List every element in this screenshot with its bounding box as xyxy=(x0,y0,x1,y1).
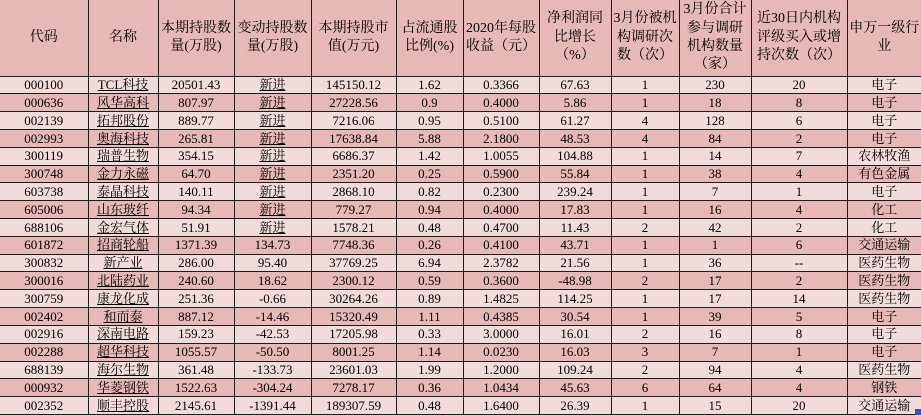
table-cell: 6 xyxy=(751,112,847,130)
column-header-0: 代码 xyxy=(0,0,88,76)
table-cell: -0.66 xyxy=(234,290,311,308)
table-cell: 1 xyxy=(611,94,679,112)
table-cell: 7216.06 xyxy=(311,112,396,130)
table-cell: 医药生物 xyxy=(847,272,921,290)
table-cell: 钢铁 xyxy=(847,379,921,397)
table-cell: 2145.61 xyxy=(158,397,234,415)
table-cell: 30.54 xyxy=(539,308,611,326)
table-cell: 7 xyxy=(679,183,751,201)
table-cell: 27228.56 xyxy=(311,94,396,112)
column-header-10: 近30日内机构评级买入或增持次数（次） xyxy=(751,0,847,76)
table-cell: 0.5100 xyxy=(463,112,539,130)
table-cell: 145150.12 xyxy=(311,76,396,94)
table-cell: 2 xyxy=(751,219,847,237)
stock-name-link[interactable]: 华菱钢铁 xyxy=(88,379,158,397)
stock-name-link[interactable]: 瑞普生物 xyxy=(88,147,158,165)
table-cell: 94 xyxy=(679,361,751,379)
table-row xyxy=(0,308,921,326)
table-cell: 0.25 xyxy=(396,165,463,183)
table-cell: 14 xyxy=(679,147,751,165)
table-cell: 1.42 xyxy=(396,147,463,165)
table-cell: 6 xyxy=(751,236,847,254)
table-cell: 化工 xyxy=(847,219,921,237)
table-cell: 电子 xyxy=(847,325,921,343)
table-cell: 300119 xyxy=(0,147,88,165)
table-cell: 电子 xyxy=(847,343,921,361)
table-cell: 4 xyxy=(751,165,847,183)
stock-name-link[interactable]: 拓邦股份 xyxy=(88,112,158,130)
new-entry-link[interactable]: 新进 xyxy=(234,112,311,130)
header-row xyxy=(0,0,921,76)
table-cell: 1.99 xyxy=(396,361,463,379)
table-row xyxy=(0,219,921,237)
column-header-6: 2020年每股收益（元） xyxy=(463,0,539,76)
table-cell: 361.48 xyxy=(158,361,234,379)
stock-name-link[interactable]: 新产业 xyxy=(88,254,158,272)
table-cell: 21.56 xyxy=(539,254,611,272)
column-header-3: 变动持股数量(万股) xyxy=(234,0,311,76)
table-cell: 0.33 xyxy=(396,325,463,343)
table-cell: 354.15 xyxy=(158,147,234,165)
table-row xyxy=(0,379,921,397)
stock-name-link[interactable]: 山东玻纤 xyxy=(88,201,158,219)
table-cell: 30264.26 xyxy=(311,290,396,308)
table-cell: 1371.39 xyxy=(158,236,234,254)
table-cell: 140.11 xyxy=(158,183,234,201)
table-row xyxy=(0,254,921,272)
table-cell: 交通运输 xyxy=(847,236,921,254)
table-cell: 230 xyxy=(679,76,751,94)
table-row xyxy=(0,112,921,130)
table-cell: 239.24 xyxy=(539,183,611,201)
table-cell: 26.39 xyxy=(539,397,611,415)
table-cell: 0.5900 xyxy=(463,165,539,183)
table-cell: 16.01 xyxy=(539,325,611,343)
table-cell: 2 xyxy=(751,129,847,147)
new-entry-link[interactable]: 新进 xyxy=(234,201,311,219)
table-cell: 000636 xyxy=(0,94,88,112)
table-cell: 4 xyxy=(751,201,847,219)
table-cell: -304.24 xyxy=(234,379,311,397)
table-cell: 17 xyxy=(679,272,751,290)
table-cell: 0.94 xyxy=(396,201,463,219)
table-row xyxy=(0,76,921,94)
table-cell: 6 xyxy=(611,379,679,397)
table-cell: 1.4825 xyxy=(463,290,539,308)
table-cell: 医药生物 xyxy=(847,361,921,379)
table-cell: 265.81 xyxy=(158,129,234,147)
table-cell: -- xyxy=(751,254,847,272)
table-cell: 0.4000 xyxy=(463,94,539,112)
table-cell: 电子 xyxy=(847,76,921,94)
table-cell: 2 xyxy=(611,219,679,237)
table-cell: 交通运输 xyxy=(847,397,921,415)
table-cell: 603738 xyxy=(0,183,88,201)
column-header-11: 申万一级行业 xyxy=(847,0,921,76)
table-cell: 4 xyxy=(751,379,847,397)
new-entry-link[interactable]: 新进 xyxy=(234,76,311,94)
table-row xyxy=(0,361,921,379)
table-cell: 1 xyxy=(611,254,679,272)
table-cell: 0.9 xyxy=(396,94,463,112)
stock-name-link[interactable]: 康龙化成 xyxy=(88,290,158,308)
table-cell: 医药生物 xyxy=(847,254,921,272)
table-cell: 15320.49 xyxy=(311,308,396,326)
table-cell: 000100 xyxy=(0,76,88,94)
table-cell: 000932 xyxy=(0,379,88,397)
table-cell: 1578.21 xyxy=(311,219,396,237)
table-cell: 002139 xyxy=(0,112,88,130)
column-header-1: 名称 xyxy=(88,0,158,76)
table-cell: 1.14 xyxy=(396,343,463,361)
table-cell: 5.86 xyxy=(539,94,611,112)
table-cell: 887.12 xyxy=(158,308,234,326)
table-cell: 15 xyxy=(679,397,751,415)
table-cell: 0.2300 xyxy=(463,183,539,201)
table-cell: 779.27 xyxy=(311,201,396,219)
table-row xyxy=(0,183,921,201)
stock-name-link[interactable]: 奥海科技 xyxy=(88,129,158,147)
table-cell: 104.88 xyxy=(539,147,611,165)
table-header xyxy=(0,0,921,76)
table-cell: 2300.12 xyxy=(311,272,396,290)
stock-name-link[interactable]: 深南电路 xyxy=(88,325,158,343)
table-cell: 电子 xyxy=(847,129,921,147)
table-row xyxy=(0,129,921,147)
table-row xyxy=(0,236,921,254)
table-cell: 5 xyxy=(751,308,847,326)
table-cell: 2 xyxy=(611,272,679,290)
table-cell: -48.98 xyxy=(539,272,611,290)
table-cell: 1522.63 xyxy=(158,379,234,397)
table-cell: 807.97 xyxy=(158,94,234,112)
table-cell: 4 xyxy=(611,129,679,147)
table-cell: 1 xyxy=(611,147,679,165)
table-cell: 64 xyxy=(679,379,751,397)
table-cell: 2 xyxy=(611,325,679,343)
stock-name-link[interactable]: TCL科技 xyxy=(88,76,158,94)
table-cell: 605006 xyxy=(0,201,88,219)
table-cell: -42.53 xyxy=(234,325,311,343)
column-header-5: 占流通股比例(%) xyxy=(396,0,463,76)
table-cell: 002993 xyxy=(0,129,88,147)
table-cell: 0.4700 xyxy=(463,219,539,237)
table-cell: 14 xyxy=(751,290,847,308)
table-cell: 286.00 xyxy=(158,254,234,272)
new-entry-link[interactable]: 新进 xyxy=(234,219,311,237)
table-cell: 1 xyxy=(751,343,847,361)
table-cell: 61.27 xyxy=(539,112,611,130)
table-cell: -50.50 xyxy=(234,343,311,361)
table-cell: 42 xyxy=(679,219,751,237)
table-row xyxy=(0,397,921,415)
table-cell: 1.0434 xyxy=(463,379,539,397)
table-cell: 300832 xyxy=(0,254,88,272)
table-cell: 2 xyxy=(751,272,847,290)
table-cell: 17 xyxy=(679,290,751,308)
table-cell: 300759 xyxy=(0,290,88,308)
table-cell: 109.24 xyxy=(539,361,611,379)
table-cell: 17205.98 xyxy=(311,325,396,343)
table-cell: -133.73 xyxy=(234,361,311,379)
table-cell: 11.43 xyxy=(539,219,611,237)
table-cell: 电子 xyxy=(847,308,921,326)
new-entry-link[interactable]: 新进 xyxy=(234,129,311,147)
table-cell: 20501.43 xyxy=(158,76,234,94)
table-cell: 1 xyxy=(611,183,679,201)
table-cell: 农林牧渔 xyxy=(847,147,921,165)
table-cell: 0.95 xyxy=(396,112,463,130)
table-cell: 94.34 xyxy=(158,201,234,219)
column-header-4: 本期持股市值(万元) xyxy=(311,0,396,76)
table-cell: 6686.37 xyxy=(311,147,396,165)
table-cell: 电子 xyxy=(847,112,921,130)
table-cell: 43.71 xyxy=(539,236,611,254)
table-cell: 17638.84 xyxy=(311,129,396,147)
table-cell: 0.4385 xyxy=(463,308,539,326)
stock-name-link[interactable]: 风华高科 xyxy=(88,94,158,112)
table-cell: 5.88 xyxy=(396,129,463,147)
table-cell: 0.4100 xyxy=(463,236,539,254)
table-cell: 7 xyxy=(751,147,847,165)
table-cell: 0.26 xyxy=(396,236,463,254)
table-cell: 0.59 xyxy=(396,272,463,290)
table-cell: 0.0230 xyxy=(463,343,539,361)
table-cell: 20 xyxy=(751,76,847,94)
column-header-2: 本期持股数量(万股) xyxy=(158,0,234,76)
table-row xyxy=(0,201,921,219)
table-cell: 2 xyxy=(611,361,679,379)
table-cell: 8 xyxy=(751,94,847,112)
table-cell: 1 xyxy=(611,236,679,254)
table-cell: 0.4000 xyxy=(463,201,539,219)
table-cell: 7 xyxy=(679,343,751,361)
table-cell: 67.63 xyxy=(539,76,611,94)
table-cell: 300748 xyxy=(0,165,88,183)
table-cell: 1 xyxy=(611,397,679,415)
table-cell: 7748.36 xyxy=(311,236,396,254)
table-cell: 1 xyxy=(611,201,679,219)
table-cell: -1391.44 xyxy=(234,397,311,415)
column-header-8: 3月份被机构调研次数（次） xyxy=(611,0,679,76)
table-cell: 159.23 xyxy=(158,325,234,343)
table-cell: 1 xyxy=(611,76,679,94)
table-cell: 7278.17 xyxy=(311,379,396,397)
table-cell: 1.62 xyxy=(396,76,463,94)
column-header-9: 3月份合计参与调研机构数量（家） xyxy=(679,0,751,76)
table-row xyxy=(0,290,921,308)
column-header-7: 净利润同比增长（%） xyxy=(539,0,611,76)
stock-name-link[interactable]: 顺丰控股 xyxy=(88,397,158,415)
table-cell: 300016 xyxy=(0,272,88,290)
table-cell: 002288 xyxy=(0,343,88,361)
table-cell: 3.0000 xyxy=(463,325,539,343)
table-cell: 2.3782 xyxy=(463,254,539,272)
table-cell: 0.3600 xyxy=(463,272,539,290)
table-cell: 601872 xyxy=(0,236,88,254)
stock-name-link[interactable]: 和而泰 xyxy=(88,308,158,326)
table-cell: 电子 xyxy=(847,183,921,201)
table-cell: -14.46 xyxy=(234,308,311,326)
table-cell: 0.82 xyxy=(396,183,463,201)
table-cell: 8001.25 xyxy=(311,343,396,361)
table-cell: 240.60 xyxy=(158,272,234,290)
table-cell: 1.0055 xyxy=(463,147,539,165)
table-cell: 134.73 xyxy=(234,236,311,254)
table-cell: 0.89 xyxy=(396,290,463,308)
table-cell: 2.1800 xyxy=(463,129,539,147)
table-cell: 4 xyxy=(611,112,679,130)
new-entry-link[interactable]: 新进 xyxy=(234,94,311,112)
table-cell: 16.03 xyxy=(539,343,611,361)
table-cell: 4 xyxy=(751,361,847,379)
selection-handle[interactable] xyxy=(915,409,921,415)
table-cell: 化工 xyxy=(847,201,921,219)
table-cell: 64.70 xyxy=(158,165,234,183)
table-cell: 889.77 xyxy=(158,112,234,130)
table-cell: 有色金属 xyxy=(847,165,921,183)
table-cell: 2351.20 xyxy=(311,165,396,183)
table-row xyxy=(0,165,921,183)
table-cell: 23601.03 xyxy=(311,361,396,379)
table-row xyxy=(0,147,921,165)
table-cell: 18 xyxy=(679,94,751,112)
table-cell: 128 xyxy=(679,112,751,130)
table-cell: 1 xyxy=(611,290,679,308)
table-cell: 1.11 xyxy=(396,308,463,326)
table-cell: 0.36 xyxy=(396,379,463,397)
table-cell: 16 xyxy=(679,325,751,343)
table-cell: 1 xyxy=(679,236,751,254)
table-cell: 48.53 xyxy=(539,129,611,147)
table-cell: 1 xyxy=(611,165,679,183)
table-row xyxy=(0,343,921,361)
table-cell: 002402 xyxy=(0,308,88,326)
table-row xyxy=(0,325,921,343)
stock-name-link[interactable]: 金力永磁 xyxy=(88,165,158,183)
stock-name-link[interactable]: 北陆药业 xyxy=(88,272,158,290)
table-row xyxy=(0,94,921,112)
table-cell: 1055.57 xyxy=(158,343,234,361)
table-cell: 189307.59 xyxy=(311,397,396,415)
table-cell: 36 xyxy=(679,254,751,272)
table-cell: 8 xyxy=(751,325,847,343)
table-cell: 51.91 xyxy=(158,219,234,237)
table-cell: 688106 xyxy=(0,219,88,237)
stock-name-link[interactable]: 超华科技 xyxy=(88,343,158,361)
table-cell: 0.3366 xyxy=(463,76,539,94)
new-entry-link[interactable]: 新进 xyxy=(234,183,311,201)
new-entry-link[interactable]: 新进 xyxy=(234,147,311,165)
table-cell: 1 xyxy=(751,183,847,201)
table-cell: 55.84 xyxy=(539,165,611,183)
table-cell: 18.62 xyxy=(234,272,311,290)
stock-name-link[interactable]: 招商轮船 xyxy=(88,236,158,254)
table-cell: 3 xyxy=(611,343,679,361)
table-cell: 37769.25 xyxy=(311,254,396,272)
table-cell: 002352 xyxy=(0,397,88,415)
new-entry-link[interactable]: 新进 xyxy=(234,165,311,183)
table-cell: 电子 xyxy=(847,94,921,112)
table-cell: 6.94 xyxy=(396,254,463,272)
table-cell: 2868.10 xyxy=(311,183,396,201)
table-cell: 医药生物 xyxy=(847,290,921,308)
table-cell: 114.25 xyxy=(539,290,611,308)
table-cell: 1 xyxy=(611,308,679,326)
table-cell: 39 xyxy=(679,308,751,326)
table-cell: 0.48 xyxy=(396,397,463,415)
table-cell: 95.40 xyxy=(234,254,311,272)
table-cell: 251.36 xyxy=(158,290,234,308)
table-cell: 84 xyxy=(679,129,751,147)
table-cell: 002916 xyxy=(0,325,88,343)
stock-name-link[interactable]: 泰晶科技 xyxy=(88,183,158,201)
table-cell: 38 xyxy=(679,165,751,183)
table-cell: 17.83 xyxy=(539,201,611,219)
table-cell: 45.63 xyxy=(539,379,611,397)
table-cell: 688139 xyxy=(0,361,88,379)
stock-name-link[interactable]: 海尔生物 xyxy=(88,361,158,379)
table-cell: 20 xyxy=(751,397,847,415)
table-cell: 1.6400 xyxy=(463,397,539,415)
stock-name-link[interactable]: 金宏气体 xyxy=(88,219,158,237)
table-cell: 1.2000 xyxy=(463,361,539,379)
table-cell: 0.48 xyxy=(396,219,463,237)
table-cell: 16 xyxy=(679,201,751,219)
table-row xyxy=(0,272,921,290)
